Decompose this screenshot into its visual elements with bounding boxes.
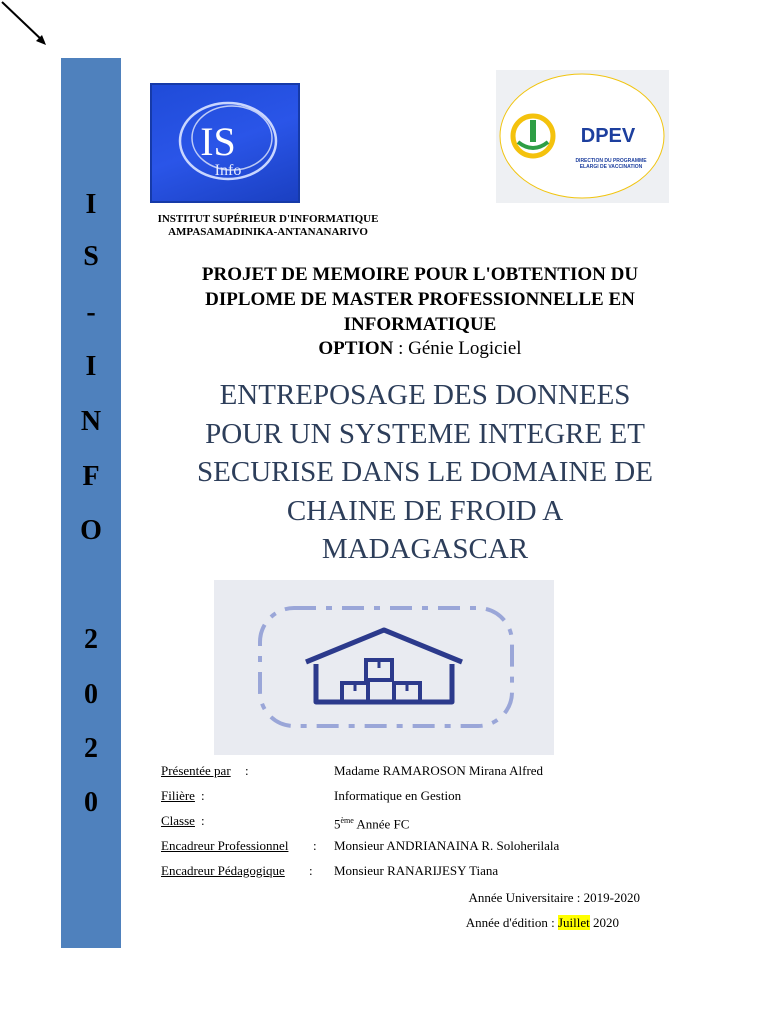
annee-edition-year: 2020 [589, 915, 619, 930]
option-separator: : [393, 338, 409, 359]
annee-universitaire-value: 2019-2020 [583, 890, 640, 905]
option-label: OPTION [318, 338, 394, 359]
presentation-details [161, 762, 681, 887]
detail-separator: : [201, 788, 205, 803]
annee-edition-label: Année d'édition : [465, 915, 558, 930]
detail-row-encadreur-peda [161, 862, 681, 887]
dpev-logo-mark [496, 70, 669, 203]
project-line-2: DIPLOME DE MASTER PROFESSIONNELLE EN [205, 289, 635, 310]
detail-row-filiere [161, 787, 681, 812]
classe-rest: Année FC [353, 816, 410, 832]
sidebar-letter: I [85, 351, 97, 382]
thesis-title-line-2: POUR UN SYSTEME INTEGRE ET [205, 417, 645, 450]
annee-universitaire [300, 889, 640, 906]
project-line-3: INFORMATIQUE [343, 314, 497, 335]
sidebar-letter: 0 [84, 787, 98, 818]
corner-arrow-icon [0, 0, 52, 48]
isinfo-logo-sub: Info [214, 162, 242, 179]
detail-label: Présentée par [161, 763, 231, 778]
thesis-title [140, 376, 710, 569]
institute-name [148, 213, 388, 239]
detail-value: Informatique en Gestion [334, 788, 462, 803]
annee-edition-month: Juillet [557, 915, 590, 930]
institute-line-1: INSTITUT SUPÉRIEUR D'INFORMATIQUE [157, 213, 379, 225]
detail-label: Filière [161, 788, 195, 803]
warehouse-icon [214, 580, 554, 755]
sidebar-letter: 2 [84, 733, 98, 764]
detail-separator: : [313, 838, 317, 853]
sidebar-letter: - [86, 297, 96, 328]
sidebar-letter: S [83, 241, 99, 272]
detail-label: Encadreur Professionnel [161, 838, 289, 853]
warehouse-illustration [214, 580, 554, 755]
sidebar-letter: N [80, 406, 102, 437]
dpev-logo [496, 70, 669, 203]
detail-label: Classe [161, 813, 195, 828]
classe-number: 5 [334, 816, 341, 832]
detail-value: Monsieur ANDRIANAINA R. Soloherilala [334, 838, 560, 853]
sidebar-letter: I [85, 189, 97, 220]
thesis-title-line-3: SECURISE DANS LE DOMAINE DE [197, 456, 653, 488]
isinfo-logo-mark [150, 83, 300, 203]
detail-value: Madame RAMAROSON Mirana Alfred [334, 763, 544, 778]
project-heading [130, 262, 710, 337]
sidebar-band [61, 58, 121, 948]
institute-line-2: AMPASAMADINIKA-ANTANANARIVO [168, 226, 368, 238]
detail-label: Encadreur Pédagogique [161, 863, 285, 878]
thesis-title-line-4: CHAINE DE FROID A [286, 494, 564, 527]
sidebar-letters [61, 58, 121, 948]
sidebar-letter: F [82, 461, 100, 492]
dpev-logo-tagline: DIRECTION DU PROGRAMME ELARGI DE VACCINATION [575, 158, 647, 170]
detail-row-encadreur-pro [161, 837, 681, 862]
detail-separator: : [309, 863, 313, 878]
detail-value [334, 812, 409, 832]
project-line-1: PROJET DE MEMOIRE POUR L'OBTENTION DU [201, 264, 639, 285]
classe-superscript: ème [340, 816, 354, 825]
detail-row-presentee [161, 762, 681, 787]
isinfo-logo-main: IS [200, 119, 236, 164]
detail-separator: : [201, 813, 205, 828]
annee-universitaire-label: Année Universitaire : [468, 890, 584, 905]
option-value: Génie Logiciel [408, 338, 522, 359]
isinfo-logo [150, 83, 300, 203]
annee-edition [300, 914, 619, 931]
option-line [130, 337, 710, 361]
thesis-title-line-5: MADAGASCAR [321, 533, 529, 565]
detail-row-classe [161, 812, 681, 837]
thesis-title-line-1: ENTREPOSAGE DES DONNEES [219, 379, 631, 411]
sidebar-letter: O [80, 515, 102, 546]
detail-separator: : [245, 763, 249, 778]
detail-value: Monsieur RANARIJESY Tiana [334, 863, 499, 878]
dpev-logo-name: DPEV [580, 125, 636, 147]
sidebar-letter: 0 [84, 679, 98, 710]
sidebar-letter: 2 [84, 624, 98, 655]
